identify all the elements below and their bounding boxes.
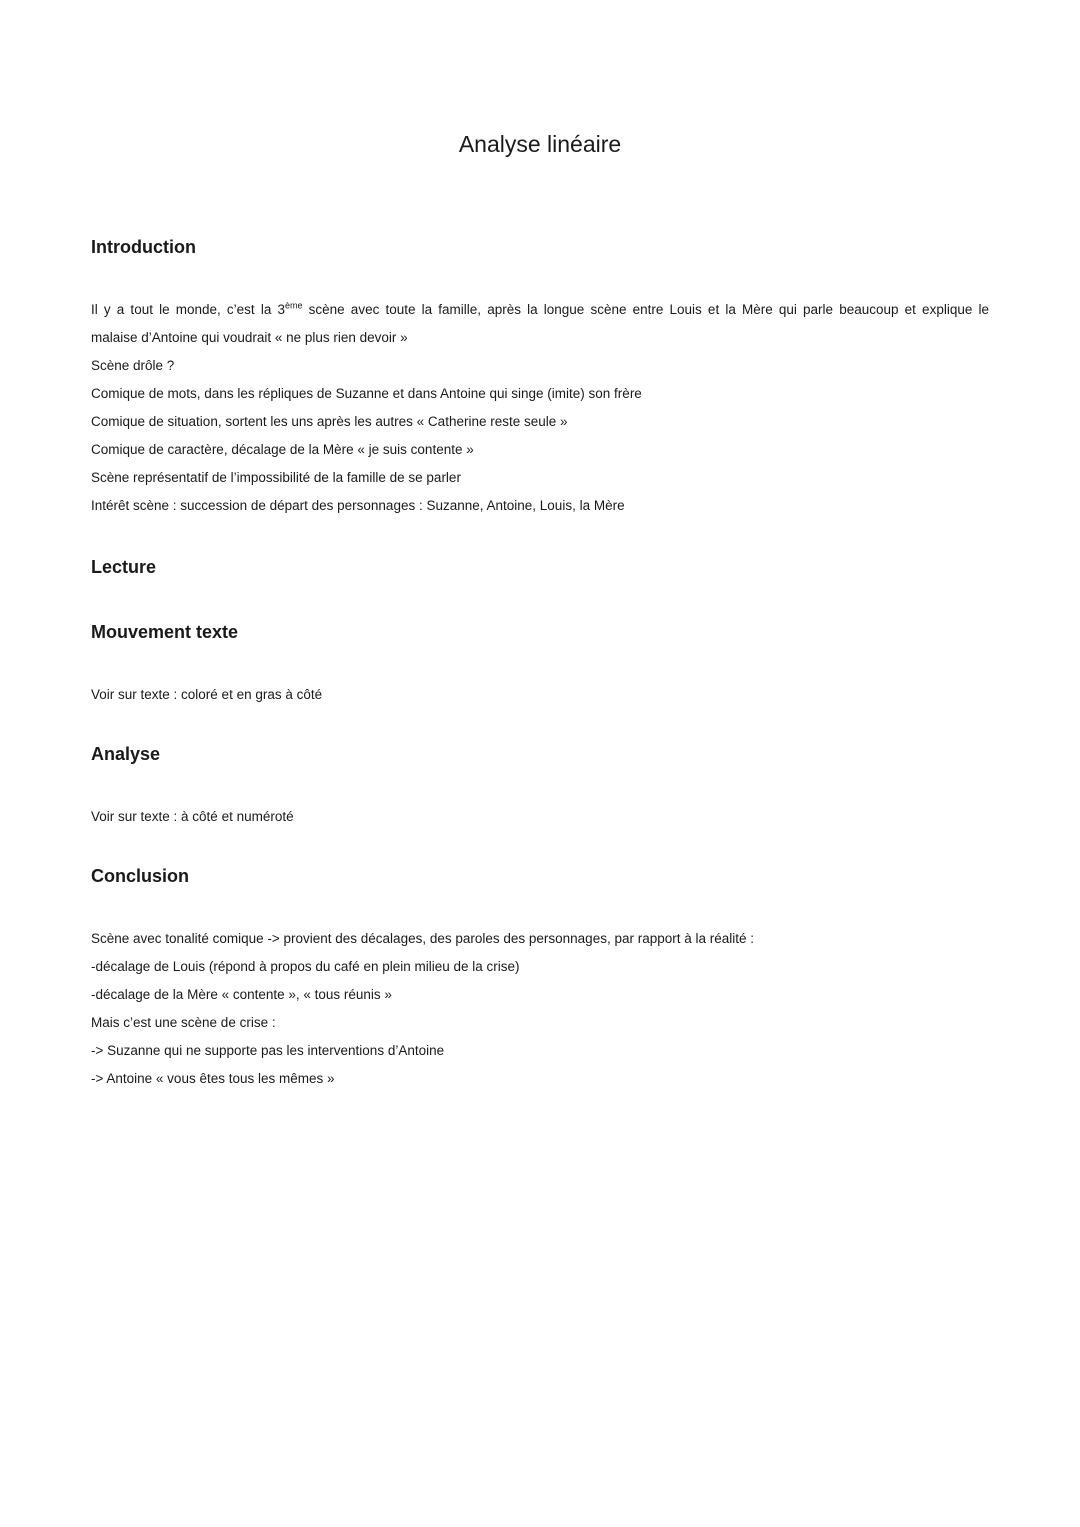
introduction-paragraph-text-b: scène avec toute la famille, après la longue scène entre Louis et la Mère qui parle beaucoup et explique le [302,302,989,317]
conclusion-line: -> Antoine « vous êtes tous les mêmes » [91,1071,335,1086]
introduction-paragraph-text-a: Il y a tout le monde, c’est la 3 [91,302,285,317]
mouvement-heading: Mouvement texte [91,622,239,642]
introduction-line: Comique de mots, dans les répliques de Suzanne et dans Antoine qui singe (imite) son frère [91,386,642,401]
conclusion-heading: Conclusion [91,866,189,886]
introduction-line: Comique de caractère, décalage de la Mère « je suis contente » [91,442,474,457]
introduction-line: Comique de situation, sortent les uns après les autres « Catherine reste seule » [91,414,568,429]
conclusion-line: -décalage de la Mère « contente », « tous réunis » [91,987,392,1002]
conclusion-line: Scène avec tonalité comique -> provient des décalages, des paroles des personnages, par rapport à la réalité : [91,931,755,946]
document-title: Analyse linéaire [458,131,622,157]
conclusion-line: -> Suzanne qui ne supporte pas les interventions d’Antoine [91,1043,445,1058]
analyse-heading: Analyse [91,744,161,764]
introduction-line: Scène représentatif de l’impossibilité de la famille de se parler [91,470,461,485]
conclusion-line: Mais c’est une scène de crise : [91,1015,276,1030]
conclusion-line: -décalage de Louis (répond à propos du café en plein milieu de la crise) [91,959,520,974]
introduction-paragraph-superscript: ème [284,300,303,311]
analyse-text: Voir sur texte : à côté et numéroté [91,809,294,824]
introduction-heading: Introduction [91,237,196,257]
introduction-line: Intérêt scène : succession de départ des personnages : Suzanne, Antoine, Louis, la Mère [91,498,625,513]
introduction-paragraph-line-1 [91,301,989,319]
mouvement-text: Voir sur texte : coloré et en gras à côté [91,687,323,702]
introduction-line: Scène drôle ? [91,358,175,373]
introduction-paragraph-line-2: malaise d’Antoine qui voudrait « ne plus rien devoir » [91,330,408,345]
lecture-heading: Lecture [91,557,157,577]
